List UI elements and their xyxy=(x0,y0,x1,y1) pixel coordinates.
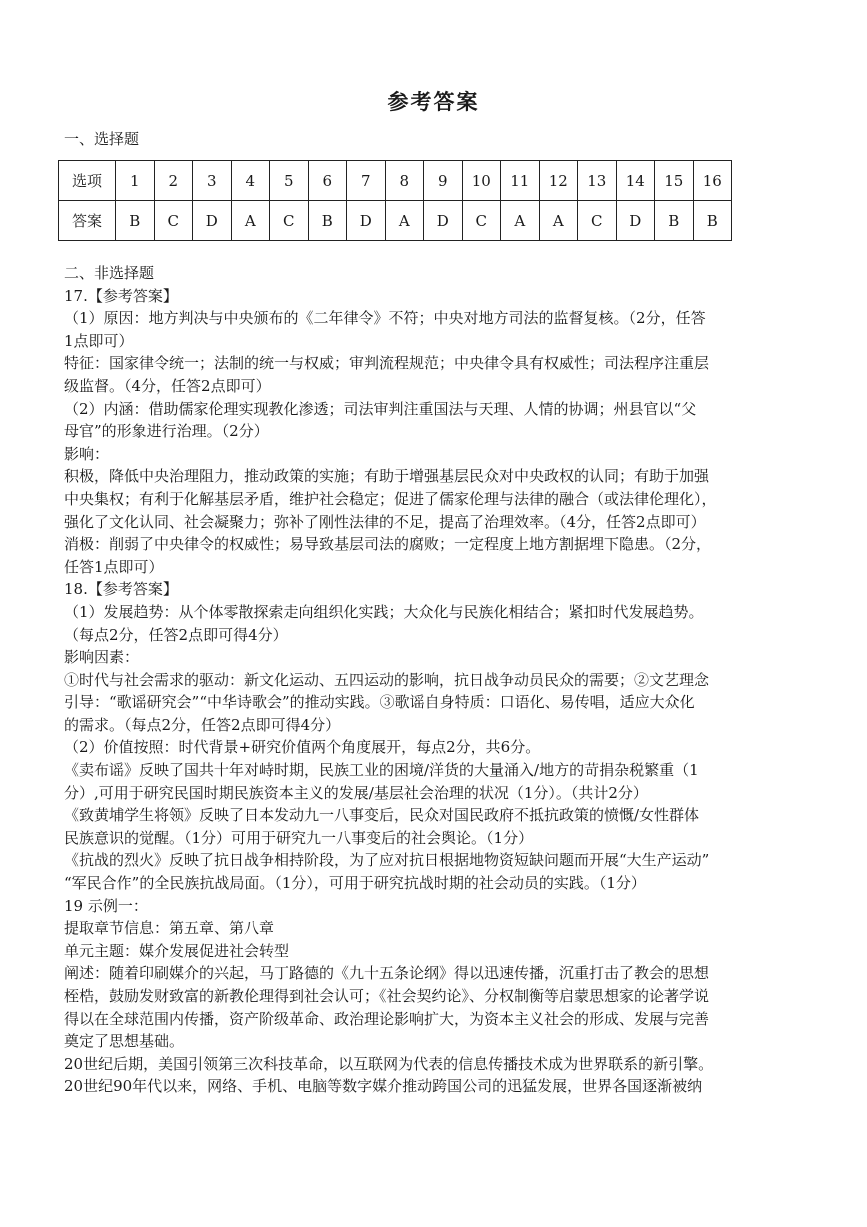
answer-cell: A xyxy=(539,201,578,241)
text-line: （1）原因：地方判决与中央颁布的《二年律令》不符；中央对地方司法的监督复核。（2分，任答 xyxy=(64,309,706,328)
text-line: 母官”的形象进行治理。（2分） xyxy=(64,422,269,441)
text-line: 1点即可） xyxy=(64,331,134,350)
question-number-cell: 8 xyxy=(385,161,424,201)
answer-cell: B xyxy=(116,201,155,241)
text-line: 《抗战的烈火》反映了抗日战争相持阶段，为了应对抗日根据地物资短缺问题而开展“大生产运动” xyxy=(64,851,710,870)
text-line: 18.【参考答案】 xyxy=(64,580,178,599)
answer-cell: D xyxy=(424,201,463,241)
text-line: （1）发展趋势：从个体零散探索走向组织化实践；大众化与民族化相结合；紧扣时代发展趋势。 xyxy=(64,602,704,621)
text-line: 17.【参考答案】 xyxy=(64,286,178,305)
answer-cell: D xyxy=(193,201,232,241)
text-line: 积极，降低中央治理阻力，推动政策的实施；有助于增强基层民众对中央政权的认同；有助于加强 xyxy=(64,467,710,486)
question-number-cell: 2 xyxy=(154,161,193,201)
text-line: 得以在全球范围内传播，资产阶级革命、政治理论影响扩大，为资本主义社会的形成、发展与完善 xyxy=(64,1009,710,1028)
text-line: 提取章节信息：第五章、第八章 xyxy=(64,919,275,938)
question-number-cell: 10 xyxy=(462,161,501,201)
text-line: 中央集权；有利于化解基层矛盾，维护社会稳定；促进了儒家伦理与法律的融合（或法律伦理化）， xyxy=(64,489,717,508)
question-number-cell: 13 xyxy=(578,161,617,201)
row-label: 答案 xyxy=(59,201,116,241)
question-number-cell: 4 xyxy=(231,161,270,201)
text-line: 20世纪后期，美国引领第三次科技革命，以互联网为代表的信息传播技术成为世界联系的新引擎。 xyxy=(64,1054,714,1073)
text-line: 奠定了思想基础。 xyxy=(64,1032,185,1051)
text-line: 《致黄埔学生将领》反映了日本发动九一八事变后，民众对国民政府不抵抗政策的愤慨/女性群体 xyxy=(64,806,700,825)
text-line: ①时代与社会需求的驱动：新文化运动、五四运动的影响，抗日战争动员民众的需要；②文艺理念 xyxy=(64,670,710,689)
text-line: 分）,可用于研究民国时期民族资本主义的发展/基层社会治理的状况（1分）。（共计2分） xyxy=(64,783,648,802)
text-line: 影响因素： xyxy=(64,648,140,667)
question-number-cell: 9 xyxy=(424,161,463,201)
section-heading-choice: 一、选择题 xyxy=(64,130,140,148)
text-line: 消极：削弱了中央律令的权威性；易导致基层司法的腐败；一定程度上地方割据埋下隐患。（2分， xyxy=(64,535,712,554)
table-row-numbers xyxy=(59,161,732,201)
text-line: “军民合作”的全民族抗战局面。（1分），可用于研究抗战时期的社会动员的实践。（1分） xyxy=(64,874,646,893)
answer-cell: A xyxy=(231,201,270,241)
text-line: 民族意识的觉醒。（1分）可用于研究九一八事变后的社会舆论。（1分） xyxy=(64,828,534,847)
question-number-cell: 11 xyxy=(501,161,540,201)
text-line: 特征：国家律令统一；法制的统一与权威；审判流程规范；中央律令具有权威性；司法程序注重层 xyxy=(64,354,710,373)
answer-cell: C xyxy=(270,201,309,241)
text-line: 桎梏，鼓励发财致富的新教伦理得到社会认可；《社会契约论》、分权制衡等启蒙思想家的论著学说 xyxy=(64,987,710,1005)
text-line: 19 示例一： xyxy=(64,896,148,915)
page-title: 参考答案 xyxy=(387,89,480,114)
text-line: 影响： xyxy=(64,444,110,463)
answer-body xyxy=(64,262,814,1098)
answer-cell: B xyxy=(308,201,347,241)
question-number-cell: 6 xyxy=(308,161,347,201)
text-line: 20世纪90年代以来，网络、手机、电脑等数字媒介推动跨国公司的迅猛发展，世界各国逐渐被纳 xyxy=(64,1077,703,1096)
answer-cell: C xyxy=(462,201,501,241)
question-number-cell: 3 xyxy=(193,161,232,201)
answer-cell: A xyxy=(385,201,424,241)
answer-cell: C xyxy=(578,201,617,241)
answer-cell: D xyxy=(347,201,386,241)
row-label: 选项 xyxy=(59,161,116,201)
answer-cell: D xyxy=(616,201,655,241)
text-line: 引导：“歌谣研究会”“中华诗歌会”的推动实践。③歌谣自身特质：口语化、易传唱，适应大众化 xyxy=(64,693,695,712)
text-line: 级监督。（4分，任答2点即可） xyxy=(64,376,271,395)
text-line: 阐述：随着印刷媒介的兴起，马丁路德的《九十五条论纲》得以迅速传播，沉重打击了教会的思想 xyxy=(64,964,710,983)
text-line: 单元主题：媒介发展促进社会转型 xyxy=(64,941,290,960)
text-line: 《卖布谣》反映了国共十年对峙时期，民族工业的困境/洋货的大量涌入/地方的苛捐杂税繁重（1 xyxy=(64,761,699,780)
question-number-cell: 14 xyxy=(616,161,655,201)
text-line: （2）价值按照：时代背景+研究价值两个角度展开，每点2分，共6分。 xyxy=(64,738,541,757)
question-number-cell: 15 xyxy=(655,161,694,201)
table-row-answers xyxy=(59,201,732,241)
text-line: 二、非选择题 xyxy=(64,264,155,282)
answer-cell: A xyxy=(501,201,540,241)
answer-cell: B xyxy=(693,201,732,241)
text-line: （每点2分，任答2点即可得4分） xyxy=(64,625,288,644)
text-line: 强化了文化认同、社会凝聚力；弥补了刚性法律的不足，提高了治理效率。（4分，任答2点即可） xyxy=(64,512,706,531)
answer-cell: C xyxy=(154,201,193,241)
text-line: 的需求。（每点2分，任答2点即可得4分） xyxy=(64,715,341,734)
question-number-cell: 12 xyxy=(539,161,578,201)
question-number-cell: 5 xyxy=(270,161,309,201)
text-line: 任答1点即可） xyxy=(64,557,164,576)
text-line: （2）内涵：借助儒家伦理实现教化渗透；司法审判注重国法与天理、人情的协调；州县官以“父 xyxy=(64,399,697,418)
answer-cell: B xyxy=(655,201,694,241)
answer-table xyxy=(58,160,732,241)
question-number-cell: 1 xyxy=(116,161,155,201)
question-number-cell: 16 xyxy=(693,161,732,201)
question-number-cell: 7 xyxy=(347,161,386,201)
